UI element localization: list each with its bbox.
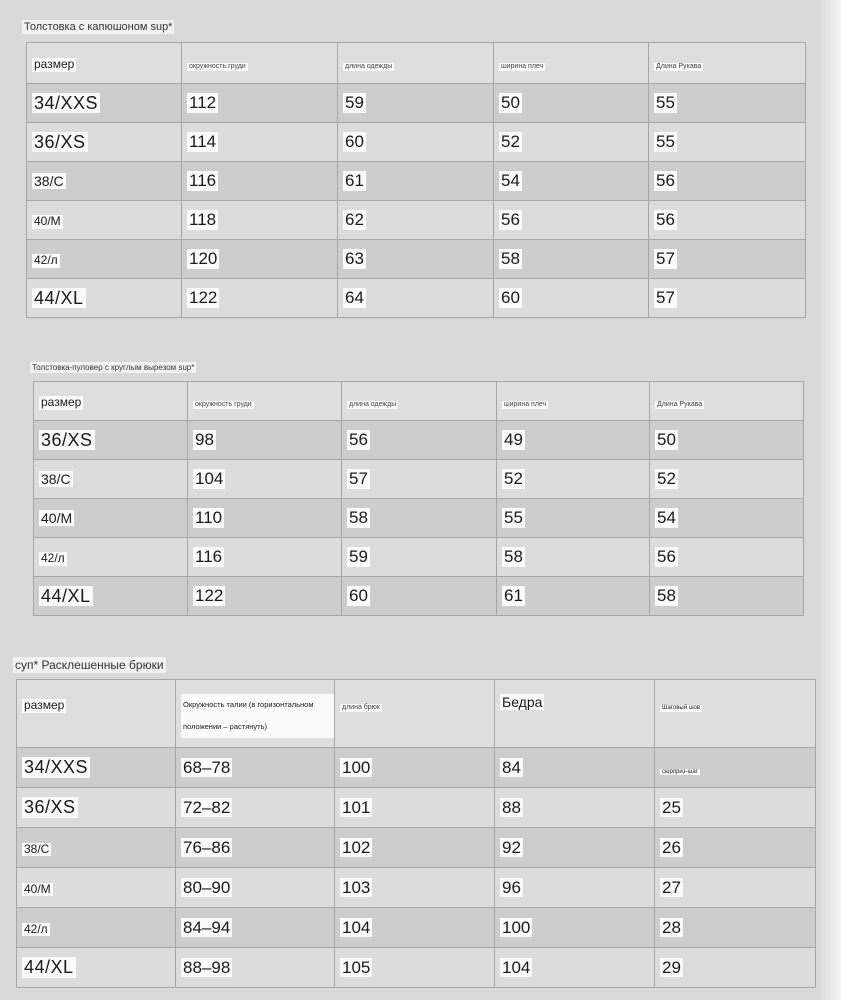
value-cell: 50 [657, 430, 676, 449]
value-cell: 100 [342, 757, 371, 777]
table-row [27, 279, 806, 318]
header-cell: окружность груди [188, 382, 342, 421]
header-cell: длина одежды [338, 43, 494, 84]
size-cell: 38/C [24, 841, 50, 856]
right-edge-shade [819, 0, 841, 1000]
value-cell: 29 [662, 957, 681, 977]
table-row [34, 499, 804, 538]
value-cell: 84 [502, 757, 521, 777]
value-cell: 122 [195, 586, 224, 605]
value-cell: 114 [189, 132, 217, 151]
value-cell: 57 [656, 288, 675, 307]
table-row [27, 240, 806, 279]
table-row [17, 908, 816, 948]
value-cell: 122 [189, 288, 218, 307]
value-cell: 88 [502, 797, 521, 817]
size-cell: 36/XS [34, 131, 86, 152]
value-cell: 61 [345, 171, 364, 190]
value-cell: 62 [345, 210, 364, 229]
size-cell: 44/XL [34, 287, 84, 308]
value-cell: 56 [656, 210, 675, 229]
size-cell: 42/л [41, 551, 65, 565]
header-cell: Длина Рукава [650, 382, 804, 421]
table-row [27, 201, 806, 240]
header-cell: ширина плеч [497, 382, 650, 421]
trousers-table-title: суп* Расклешенные брюки [15, 658, 164, 672]
value-cell: 103 [342, 877, 371, 897]
value-cell: 76–86 [183, 837, 231, 857]
value-cell: 104 [195, 469, 224, 488]
table-row [17, 748, 816, 788]
header-cell: длина брюк [335, 680, 495, 748]
value-cell: 118 [189, 210, 217, 229]
value-cell: 28 [662, 917, 681, 937]
size-cell: 40/M [24, 881, 51, 896]
value-cell: 116 [189, 171, 217, 190]
header-cell: окружность груди [182, 43, 338, 84]
value-cell: сюрприз-шаг [662, 768, 698, 775]
header-cell: Бедра [495, 680, 655, 748]
value-cell: 50 [501, 93, 520, 112]
value-cell: 25 [662, 797, 681, 817]
value-cell: 72–82 [183, 797, 231, 817]
table-row [17, 788, 816, 828]
size-cell: 42/л [24, 921, 48, 936]
value-cell: 58 [349, 508, 368, 527]
value-cell: 102 [342, 837, 371, 857]
value-cell: 64 [345, 288, 364, 307]
value-cell: 105 [342, 957, 371, 977]
trousers-size-table [16, 679, 816, 988]
value-cell: 104 [342, 917, 371, 937]
value-cell: 56 [501, 210, 520, 229]
value-cell: 59 [349, 547, 368, 566]
table-row [34, 421, 804, 460]
value-cell: 59 [345, 93, 364, 112]
size-cell: 40/M [41, 510, 73, 526]
header-cell: длина одежды [342, 382, 497, 421]
value-cell: 84–94 [183, 917, 231, 937]
value-cell: 26 [662, 837, 681, 857]
header-cell: размер [27, 43, 182, 84]
size-cell: 36/XS [24, 797, 76, 817]
header-cell: ширина плеч [494, 43, 649, 84]
value-cell: 63 [345, 249, 364, 268]
value-cell: 54 [501, 171, 520, 190]
header-cell: Окружность талии (в горизонтальном положении – растянуть) [176, 680, 335, 748]
table-row [27, 84, 806, 123]
table-row [34, 577, 804, 616]
table-row [17, 828, 816, 868]
header-cell: размер [17, 680, 176, 748]
pullover-size-table [33, 381, 804, 616]
pullover-table-title: Толстовка-пуловер с круглым вырезом sup* [32, 363, 195, 372]
size-cell: 34/XXS [34, 92, 99, 113]
value-cell: 80–90 [183, 877, 231, 897]
header-cell: размер [34, 382, 188, 421]
value-cell: 57 [656, 249, 675, 268]
hoodie-table-title: Толстовка с капюшоном sup* [24, 21, 173, 33]
value-cell: 58 [504, 547, 523, 566]
value-cell: 100 [502, 917, 531, 937]
size-cell: 44/XL [41, 585, 91, 606]
table-row [17, 948, 816, 988]
value-cell: 110 [195, 508, 223, 527]
value-cell: 112 [189, 93, 217, 112]
value-cell: 96 [502, 877, 521, 897]
value-cell: 55 [656, 93, 675, 112]
value-cell: 61 [504, 586, 523, 605]
table-header-row [17, 680, 816, 748]
value-cell: 52 [657, 469, 676, 488]
table-row [27, 162, 806, 201]
value-cell: 60 [349, 586, 368, 605]
value-cell: 98 [195, 430, 214, 449]
value-cell: 56 [656, 171, 675, 190]
size-cell: 38/C [34, 173, 64, 189]
size-cell: 36/XS [41, 429, 93, 450]
size-cell: 44/XL [24, 957, 74, 977]
value-cell: 27 [662, 877, 681, 897]
header-cell: Длина Рукава [649, 43, 806, 84]
table-row [34, 538, 804, 577]
value-cell: 56 [657, 547, 676, 566]
value-cell: 55 [656, 132, 675, 151]
size-cell: 42/л [34, 253, 58, 267]
header-cell: Шаговый шов [655, 680, 816, 748]
value-cell: 60 [501, 288, 520, 307]
size-cell: 38/C [41, 471, 71, 487]
value-cell: 54 [657, 508, 676, 527]
value-cell: 120 [189, 249, 218, 268]
table-header-row [27, 43, 806, 84]
table-row [17, 868, 816, 908]
value-cell: 58 [657, 586, 676, 605]
value-cell: 68–78 [183, 757, 231, 777]
hoodie-size-table [26, 42, 806, 318]
value-cell: 58 [501, 249, 520, 268]
value-cell: 92 [502, 837, 521, 857]
size-cell: 40/M [34, 214, 61, 228]
value-cell: 88–98 [183, 957, 231, 977]
value-cell: 101 [342, 797, 371, 817]
value-cell: 55 [504, 508, 523, 527]
table-header-row [34, 382, 804, 421]
size-cell: 34/XXS [24, 757, 89, 777]
value-cell: 49 [504, 430, 523, 449]
table-row [27, 123, 806, 162]
value-cell: 57 [349, 469, 368, 488]
value-cell: 56 [349, 430, 368, 449]
value-cell: 60 [345, 132, 364, 151]
value-cell: 52 [504, 469, 523, 488]
value-cell: 104 [502, 957, 531, 977]
value-cell: 116 [195, 547, 223, 566]
value-cell: 52 [501, 132, 520, 151]
table-row [34, 460, 804, 499]
